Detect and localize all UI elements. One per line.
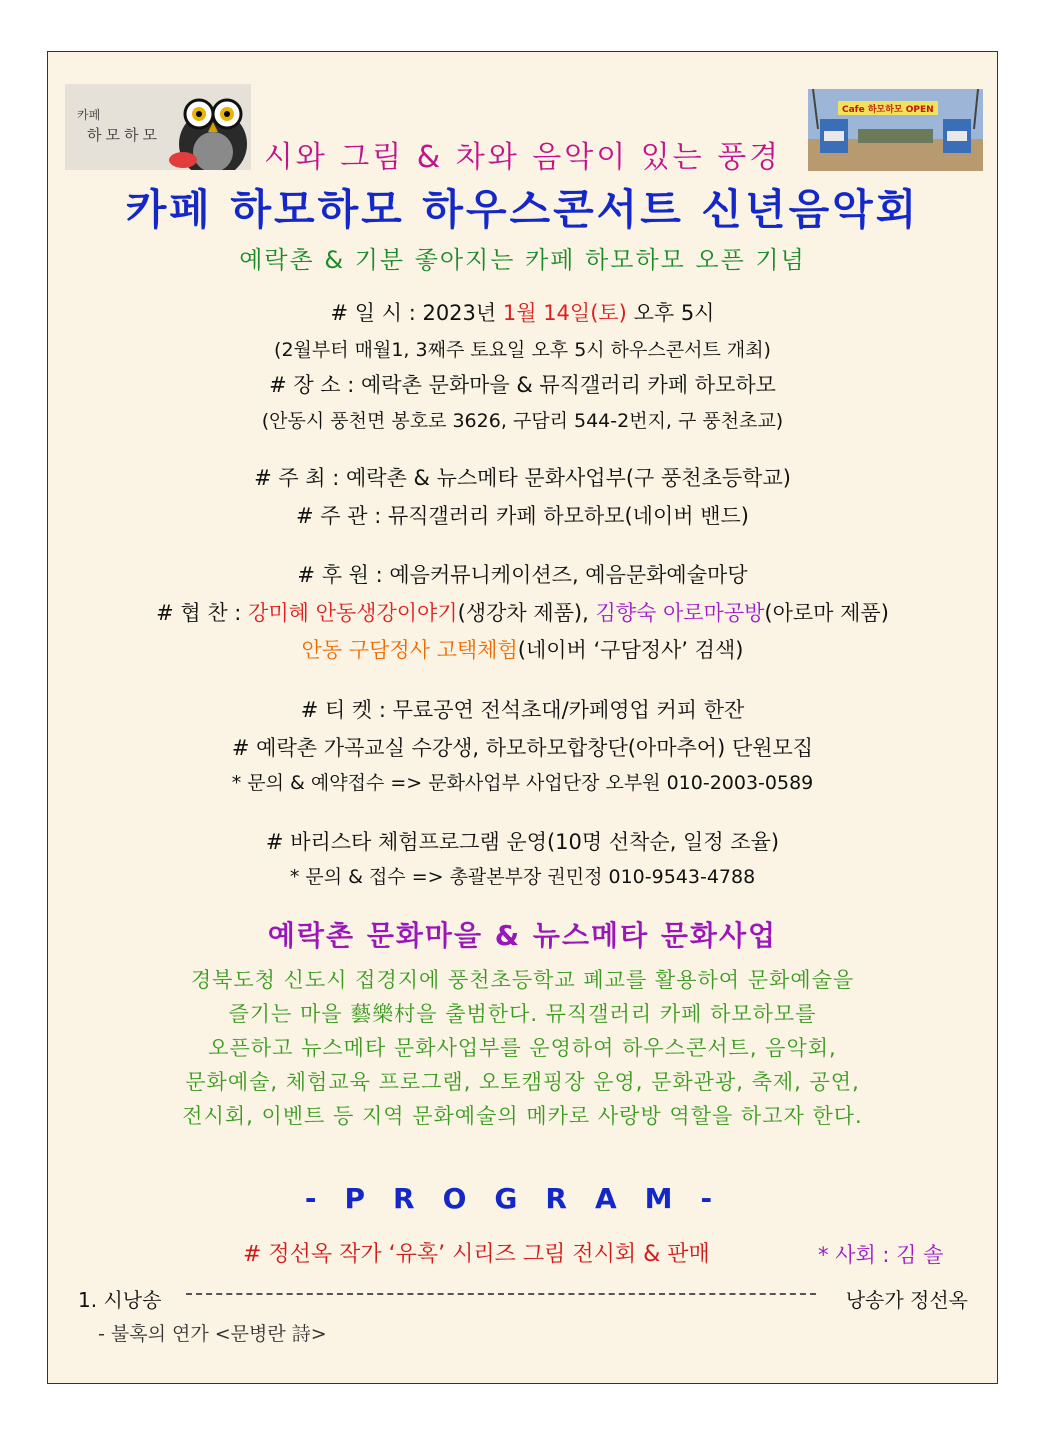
about-title: 예락촌 문화마을 & 뉴스메타 문화사업: [267, 919, 778, 952]
about-line: 전시회, 이벤트 등 지역 문화예술의 메카로 사랑방 역할을 하고자 한다.: [182, 1104, 863, 1128]
tagline: 시와 그림 & 차와 음악이 있는 풍경: [263, 140, 782, 175]
program-item-performer: 낭송가 정선옥: [845, 1288, 968, 1312]
poster-subtitle: 예락촌 & 기분 좋아지는 카페 하모하모 오픈 기념: [239, 246, 806, 274]
event-place: # 장 소 : 예락촌 문화마을 & 뮤직갤러리 카페 하모하모: [269, 373, 776, 397]
program-item-title: 1. 시낭송: [78, 1288, 162, 1312]
coop-product-1: (생강차 제품),: [457, 601, 596, 625]
contact-barista: * 문의 & 접수 => 총괄본부장 권민정 010-9543-4788: [289, 866, 756, 888]
coop-sponsor-1: 강미혜 안동생강이야기: [248, 601, 458, 625]
leader-dots: [186, 1293, 816, 1295]
logo-text-1: 카페: [77, 108, 101, 122]
coop-prefix: # 협 찬 :: [156, 601, 249, 625]
coop-sponsor-3: 안동 구담정사 고택체험: [301, 638, 518, 662]
date-note: (2월부터 매월1, 3째주 토요일 오후 5시 하우스콘서트 개최): [274, 339, 771, 361]
event-organizer: # 주 관 : 뮤직갤러리 카페 하모하모(네이버 밴드): [296, 504, 749, 528]
event-cooperation-2: [48, 634, 997, 664]
program-heading: -PROGRAM-: [304, 1182, 741, 1215]
event-address: (안동시 풍천면 봉호로 3626, 구담리 544-2번지, 구 풍천초교): [261, 410, 784, 432]
cafe-sign-text: Cafe 하모하모 OPEN: [842, 105, 934, 115]
date-prefix: # 일 시 : 2023년: [330, 301, 503, 325]
coop-sponsor-2: 김향숙 아로마공방: [595, 601, 765, 625]
mc-credit: * 사회 : 김 솔: [818, 1243, 944, 1267]
barista-program: # 바리스타 체험프로그램 운영(10명 선착순, 일정 조율): [265, 830, 780, 854]
logo-text-2: 하모하모: [87, 126, 161, 144]
date-suffix: 오후 5시: [626, 301, 715, 325]
program-item: [78, 1284, 968, 1313]
poster-frame: [47, 51, 998, 1384]
event-date: [48, 297, 997, 327]
date-highlight: 1월 14일(토): [502, 301, 627, 325]
about-line: 문화예술, 체험교육 프로그램, 오토캠핑장 운영, 문화관광, 축제, 공연,: [185, 1070, 860, 1094]
event-recruit: # 예락촌 가곡교실 수강생, 하모하모합창단(아마추어) 단원모집: [231, 736, 814, 760]
event-cooperation: [48, 597, 997, 627]
coop-note-3: (네이버 ‘구담정사’ 검색): [517, 638, 744, 662]
contact-reservation: * 문의 & 예약접수 => 문화사업부 사업단장 오부원 010-2003-0589: [231, 772, 814, 794]
event-sponsor: # 후 원 : 예음커뮤니케이션즈, 예음문화예술마당: [297, 563, 748, 587]
event-ticket: # 티 켓 : 무료공연 전석초대/카페영업 커피 한잔: [300, 698, 745, 722]
event-host: # 주 최 : 예락촌 & 뉴스메타 문화사업부(구 풍천초등학교): [254, 466, 791, 490]
about-line: 경북도청 신도시 접경지에 풍천초등학교 폐교를 활용하여 문화예술을: [190, 968, 855, 992]
about-line: 오픈하고 뉴스메타 문화사업부를 운영하여 하우스콘서트, 음악회,: [208, 1036, 837, 1060]
about-line: 즐기는 마을 藝樂村을 출범한다. 뮤직갤러리 카페 하모하모를: [228, 1002, 817, 1026]
exhibition-notice: # 정선옥 작가 ‘유혹’ 시리즈 그림 전시회 & 판매: [243, 1242, 710, 1267]
program-item-piece: - 불혹의 연가 <문병란 詩>: [98, 1323, 327, 1345]
coop-product-2: (아로마 제품): [764, 601, 889, 625]
poster-title: 카페 하모하모 하우스콘서트 신년음악회: [125, 185, 920, 234]
